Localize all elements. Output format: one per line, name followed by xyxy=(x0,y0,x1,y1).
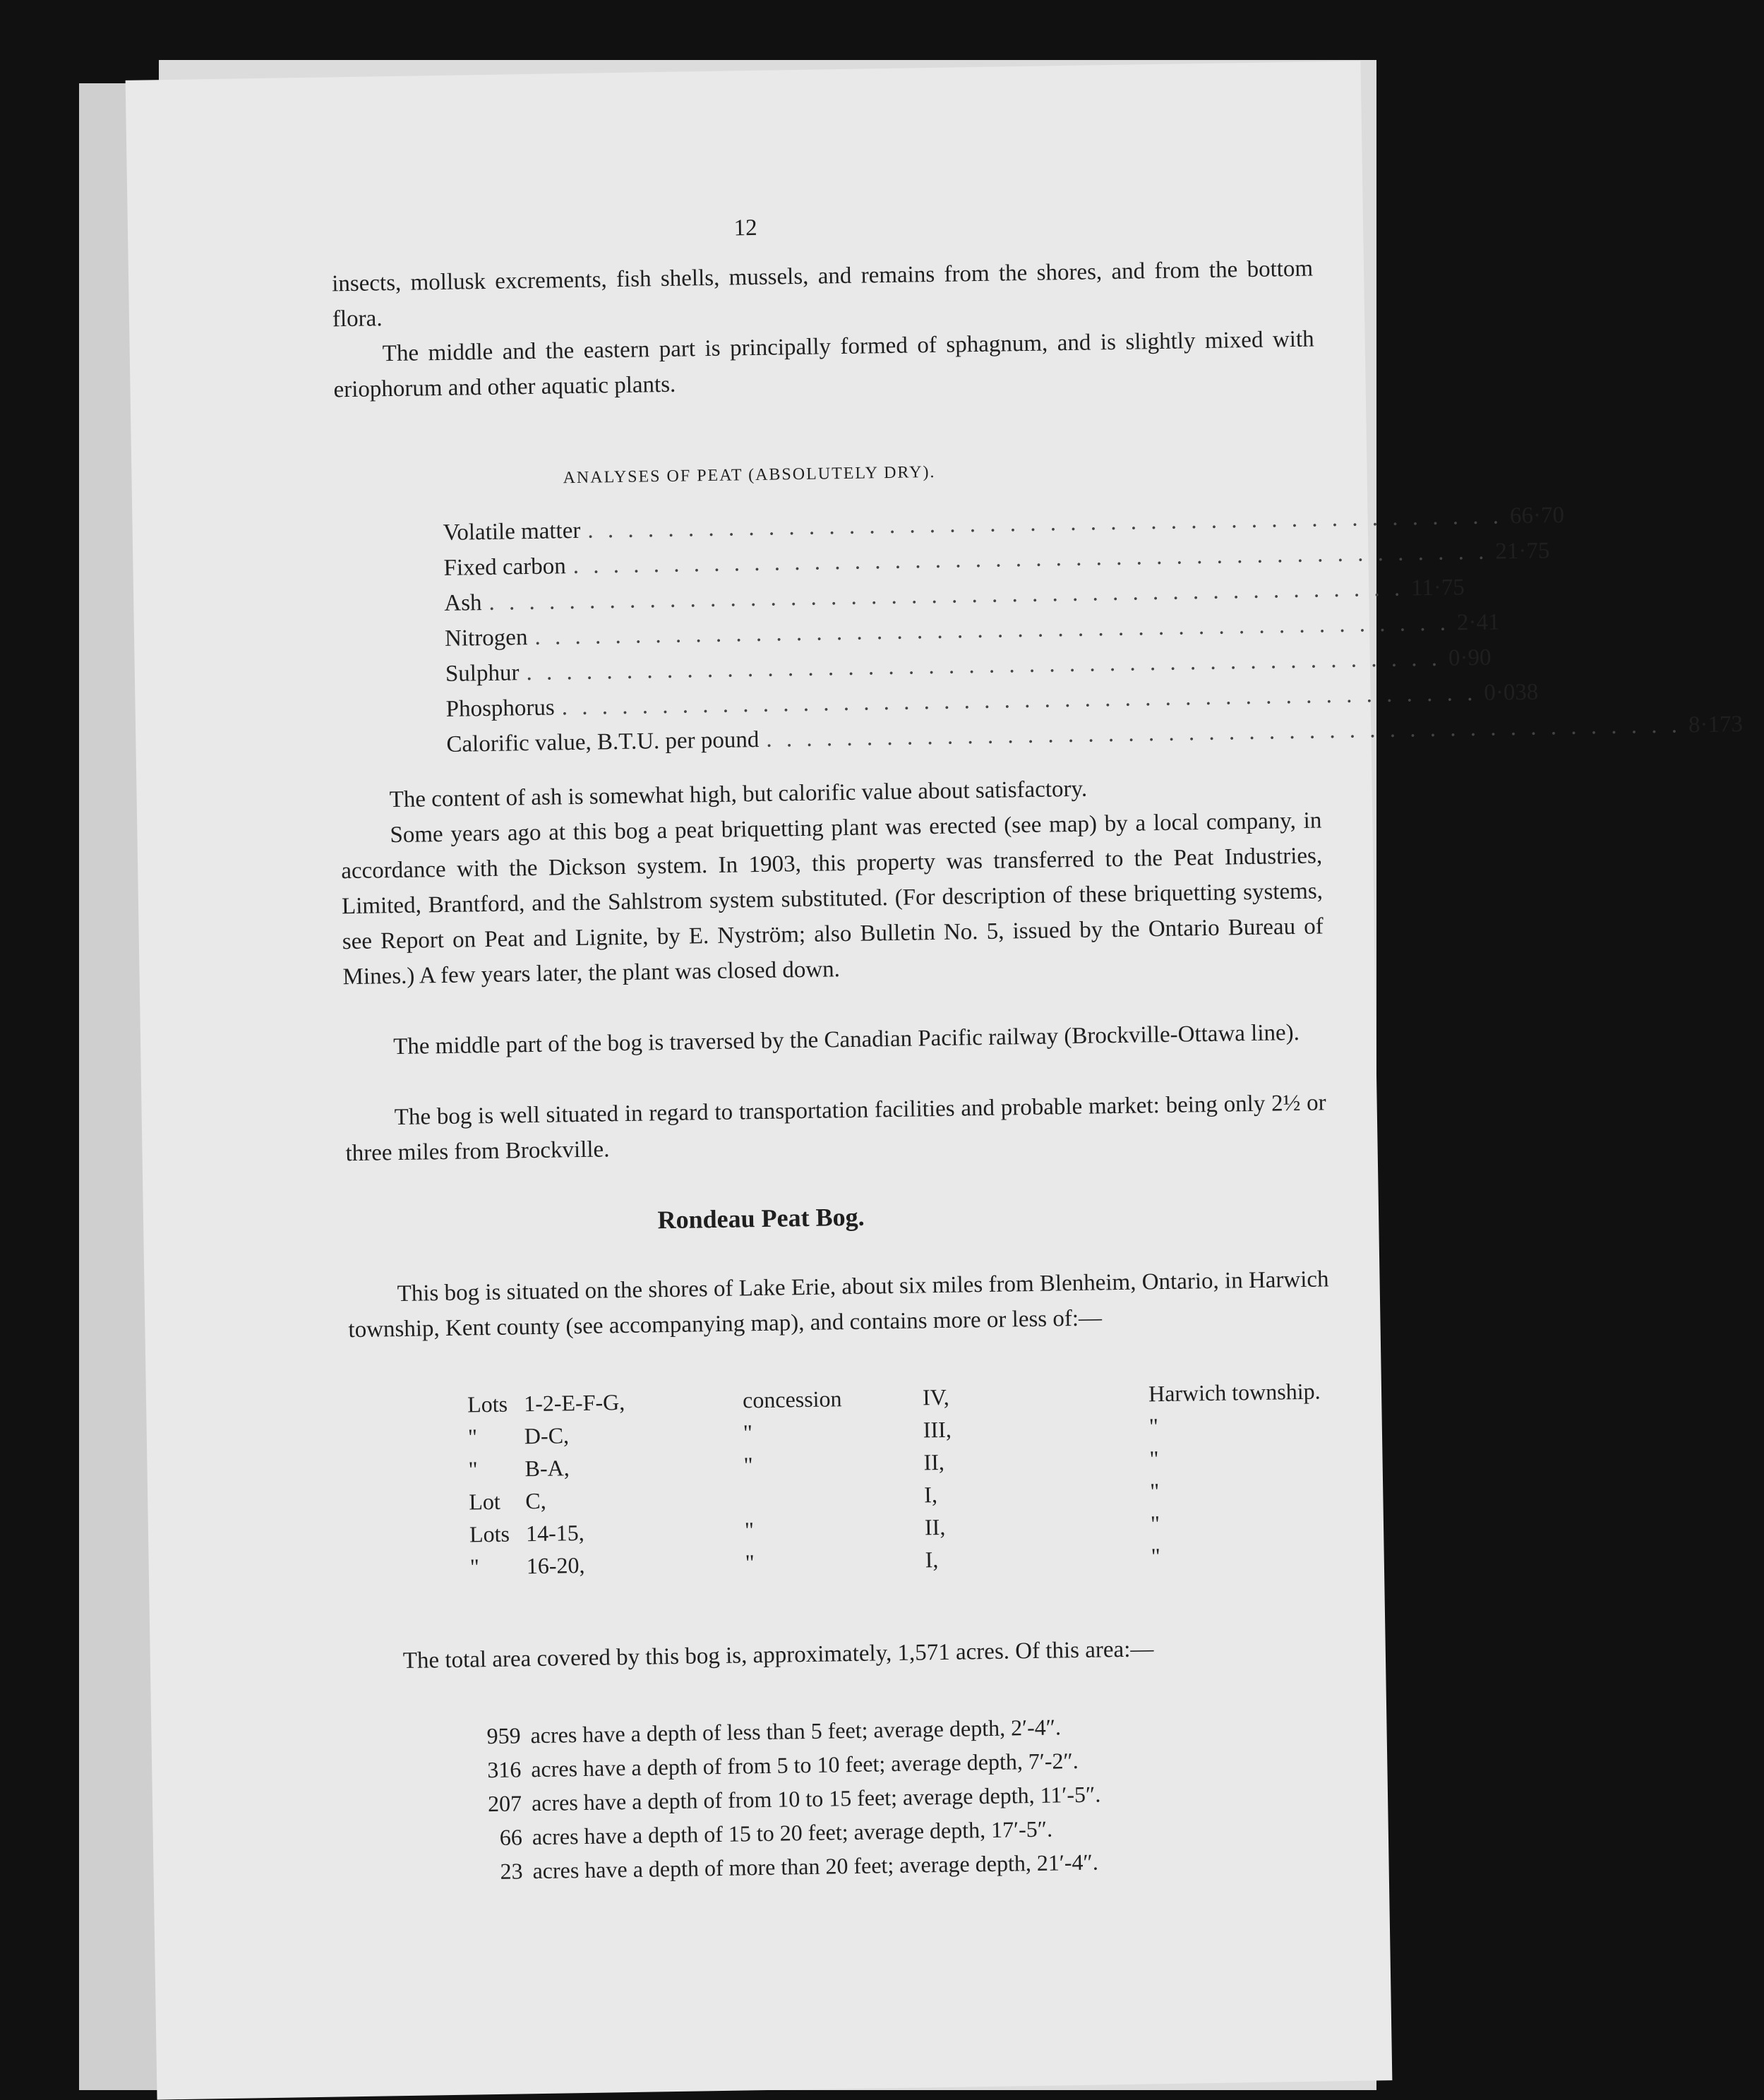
analysis-row: Sulphur . . . . . . . . . . . . . . . . . . . . . . . . . . . . . . . . . . . . . . . . . . . . . . 0·90 xyxy=(445,644,1492,687)
analysis-label: Fixed carbon xyxy=(443,553,567,581)
depth-text: acres have a depth of from 5 to 10 feet; average depth, 7′-2″. xyxy=(531,1748,1079,1782)
lots-row: " D-C, " III, " xyxy=(467,1413,1159,1450)
analysis-value: 2·41 xyxy=(1456,609,1500,636)
paragraph-total-area: The total area covered by this bog is, approximately, 1,571 acres. Of this area:— xyxy=(402,1636,1154,1674)
page-number: 12 xyxy=(733,215,757,241)
analysis-row: Calorific value, B.T.U. per pound . . . . . . . . . . . . . . . . . . . . . . . . . . . . . . . . . . . . . . . . . . . . . . 8·173 xyxy=(446,712,1744,757)
lots-table xyxy=(467,1379,1324,1587)
analysis-row: Ash . . . . . . . . . . . . . . . . . . . . . . . . . . . . . . . . . . . . . . . . . . . . . . 11·75 xyxy=(444,575,1465,616)
lots-row: Lots 1-2-E-F-G, concession IV, Harwich township. xyxy=(467,1378,1321,1417)
analysis-label: Nitrogen xyxy=(444,625,528,652)
lots-row: Lot C, I, " xyxy=(469,1478,1160,1515)
analysis-label: Volatile matter xyxy=(443,517,581,546)
depth-acres: 23 xyxy=(500,1858,523,1884)
paragraph-briquetting: Some years ago at this bog a peat briquetting plant was erected (see map) by a local company, in accordance with the Dickson system. In 1903, this property was transferred to the Peat Industries, Limited, Brantford, and the Sahlstrom system substituted. (For description of these briquetting systems, see Report on Peat and Lignite, by E. Nyström; also Bulletin No. 5, issued by the Ontario Bureau of Mines.) A few years later, the plant was closed down. xyxy=(340,808,1324,990)
analysis-value: 0·038 xyxy=(1484,679,1539,706)
analysis-label: Sulphur xyxy=(445,660,520,687)
section-title: Rondeau Peat Bog. xyxy=(657,1202,865,1235)
depth-text: acres have a depth of more than 20 feet; average depth, 21′-4″. xyxy=(532,1849,1099,1884)
analysis-row: Phosphorus . . . . . . . . . . . . . . . . . . . . . . . . . . . . . . . . . . . . . . . . . . . . . . 0·038 xyxy=(445,679,1539,722)
analysis-value: 0·90 xyxy=(1448,644,1492,671)
analysis-row: Nitrogen . . . . . . . . . . . . . . . . . . . . . . . . . . . . . . . . . . . . . . . . . . . . . . 2·41 xyxy=(444,609,1500,652)
paragraph-continuation: insects, mollusk excrements, fish shells, mussels, and remains from the shores, and from the bottom flora. xyxy=(331,256,1314,332)
paragraph-ash-content: The content of ash is somewhat high, but calorific value about satisfactory. xyxy=(389,776,1088,813)
analysis-heading: ANALYSES OF PEAT (ABSOLUTELY DRY). xyxy=(563,462,936,488)
paragraph-market: The bog is well situated in regard to transportation facilities and probable market: being only 2½ or three miles from Brockville. xyxy=(345,1090,1326,1167)
analysis-value: 21·75 xyxy=(1495,538,1550,565)
analysis-label: Calorific value, B.T.U. per pound xyxy=(446,726,760,757)
analysis-row: Volatile matter . . . . . . . . . . . . . . . . . . . . . . . . . . . . . . . . . . . . . . . . . . . . . . 66·70 xyxy=(443,502,1565,546)
depth-text: acres have a depth of 15 to 20 feet; average depth, 17′-5″. xyxy=(532,1816,1053,1850)
analysis-value: 11·75 xyxy=(1410,575,1465,601)
depth-list xyxy=(479,1714,1102,1893)
analysis-table xyxy=(443,502,1744,767)
paragraph-sphagnum: The middle and the eastern part is principally formed of sphagnum, and is slightly mixed with eriophorum and other aquatic plants. xyxy=(333,326,1314,403)
paragraph-location: This bog is situated on the shores of Lake Erie, about six miles from Blenheim, Ontario, in Harwich township, Kent county (see accompanying map), and contains more or less of:— xyxy=(348,1266,1329,1343)
analysis-label: Phosphorus xyxy=(445,695,555,722)
lots-row: Lots 14-15, " II, " xyxy=(469,1511,1160,1547)
lots-row: " B-A, " II, " xyxy=(468,1446,1159,1482)
depth-text: acres have a depth of less than 5 feet; average depth, 2′-4″. xyxy=(530,1714,1062,1748)
depth-text: acres have a depth of from 10 to 15 feet; average depth, 11′-5″. xyxy=(531,1781,1101,1816)
analysis-value: 8·173 xyxy=(1688,712,1744,738)
analysis-label: Ash xyxy=(444,590,482,616)
paragraph-railway: The middle part of the bog is traversed by the Canadian Pacific railway (Brockville-Ottawa line). xyxy=(392,1019,1300,1060)
depth-acres: 207 xyxy=(487,1790,522,1817)
depth-acres: 959 xyxy=(486,1722,521,1749)
analysis-value: 66·70 xyxy=(1509,502,1565,529)
lots-row: " 16-20, " I, " xyxy=(469,1543,1161,1580)
analysis-row: Fixed carbon . . . . . . . . . . . . . . . . . . . . . . . . . . . . . . . . . . . . . . . . . . . . . . 21·75 xyxy=(443,538,1550,581)
depth-acres: 66 xyxy=(499,1824,523,1850)
document-page xyxy=(126,61,1744,2099)
depth-acres: 316 xyxy=(487,1756,522,1783)
